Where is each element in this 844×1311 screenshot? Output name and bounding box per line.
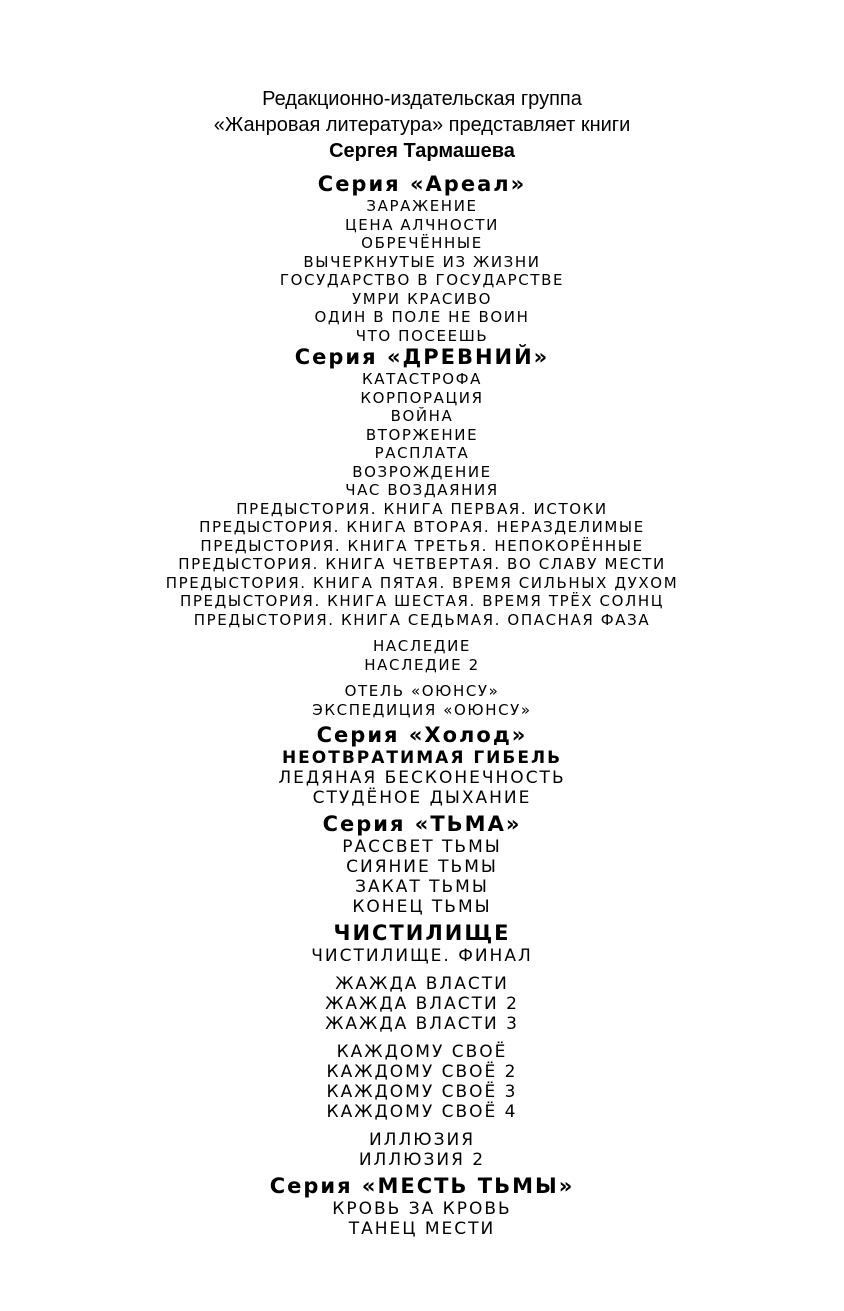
book-title: ЖАЖДА ВЛАСТИ 3 bbox=[325, 1014, 519, 1034]
book-title: КАЖДОМУ СВОЁ 3 bbox=[326, 1082, 518, 1102]
book-title: ЖАЖДА ВЛАСТИ bbox=[335, 974, 509, 994]
presents-line: «Жанровая литература» представляет книги bbox=[213, 114, 631, 136]
book-title: ЦЕНА АЛЧНОСТИ bbox=[345, 215, 499, 234]
book-title: ПРЕДЫСТОРИЯ. КНИГА ПЯТАЯ. ВРЕМЯ СИЛЬНЫХ ДУХОМ bbox=[165, 573, 679, 592]
book-title: ВТОРЖЕНИЕ bbox=[365, 425, 479, 444]
book-title: НЕОТВРАТИМАЯ ГИБЕЛЬ bbox=[281, 748, 563, 768]
book-title: КАТАСТРОФА bbox=[362, 370, 482, 388]
book-title: НАСЛЕДИЕ bbox=[373, 637, 471, 655]
book-title: УМРИ КРАСИВО bbox=[351, 289, 493, 308]
book-title: ГОСУДАРСТВО В ГОСУДАРСТВЕ bbox=[279, 271, 565, 289]
book-title: ЗАКАТ ТЬМЫ bbox=[355, 877, 489, 897]
book-title: ЧИСТИЛИЩЕ. ФИНАЛ bbox=[311, 946, 533, 966]
series-title-tma: Серия «ТЬМА» bbox=[322, 812, 522, 836]
book-title: КАЖДОМУ СВОЁ bbox=[336, 1042, 508, 1062]
book-title: ВЫЧЕРКНУТЫЕ ИЗ ЖИЗНИ bbox=[303, 252, 541, 271]
book-title: ПРЕДЫСТОРИЯ. КНИГА ШЕСТАЯ. ВРЕМЯ ТРЁХ СОЛНЦ bbox=[179, 592, 665, 610]
series-title-chistilische: ЧИСТИЛИЩЕ bbox=[333, 921, 511, 945]
book-title: ВОЙНА bbox=[390, 407, 454, 425]
series-title-holod: Серия «Холод» bbox=[316, 723, 528, 747]
book-title: ИЛЛЮЗИЯ bbox=[368, 1130, 476, 1150]
book-title: ПРЕДЫСТОРИЯ. КНИГА ПЕРВАЯ. ИСТОКИ bbox=[236, 499, 608, 518]
book-title: СТУДЁНОЕ ДЫХАНИЕ bbox=[312, 788, 532, 808]
book-title: ПРЕДЫСТОРИЯ. КНИГА ВТОРАЯ. НЕРАЗДЕЛИМЫЕ bbox=[199, 518, 645, 536]
book-title: ЛЕДЯНАЯ БЕСКОНЕЧНОСТЬ bbox=[278, 768, 566, 788]
book-title: ОБРЕЧЁННЫЕ bbox=[361, 234, 483, 252]
book-title: ОДИН В ПОЛЕ НЕ ВОИН bbox=[314, 308, 530, 326]
book-title: ЗАРАЖЕНИЕ bbox=[366, 197, 478, 215]
book-title: ЧАС ВОЗДАЯНИЯ bbox=[345, 481, 499, 499]
book-title: ПРЕДЫСТОРИЯ. КНИГА ЧЕТВЕРТАЯ. ВО СЛАВУ МЕСТИ bbox=[178, 555, 666, 573]
book-title: КРОВЬ ЗА КРОВЬ bbox=[332, 1199, 512, 1219]
book-title: ПРЕДЫСТОРИЯ. КНИГА СЕДЬМАЯ. ОПАСНАЯ ФАЗА bbox=[193, 610, 651, 629]
book-title: ТАНЕЦ МЕСТИ bbox=[348, 1219, 496, 1239]
book-title: КОНЕЦ ТЬМЫ bbox=[352, 897, 492, 917]
book-title: ИЛЛЮЗИЯ 2 bbox=[358, 1150, 486, 1170]
book-title: ЧТО ПОСЕЕШЬ bbox=[355, 326, 489, 345]
publisher-line: Редакционно-издательская группа bbox=[262, 88, 582, 110]
book-title: ВОЗРОЖДЕНИЕ bbox=[352, 462, 492, 481]
book-title: ЖАЖДА ВЛАСТИ 2 bbox=[325, 994, 519, 1014]
book-title: ОТЕЛЬ «ОЮНСУ» bbox=[344, 682, 500, 700]
series-title-mest: Серия «МЕСТЬ ТЬМЫ» bbox=[269, 1174, 575, 1198]
book-title: КАЖДОМУ СВОЁ 2 bbox=[326, 1062, 518, 1082]
book-title: РАСПЛАТА bbox=[374, 444, 470, 462]
book-title: СИЯНИЕ ТЬМЫ bbox=[346, 857, 498, 877]
series-title-drevniy: Серия «ДРЕВНИЙ» bbox=[294, 345, 550, 369]
book-title: КОРПОРАЦИЯ bbox=[360, 388, 484, 407]
book-title: ЭКСПЕДИЦИЯ «ОЮНСУ» bbox=[312, 700, 532, 719]
book-title: КАЖДОМУ СВОЁ 4 bbox=[326, 1102, 518, 1122]
series-title-areal: Серия «Ареал» bbox=[317, 172, 527, 196]
book-title: РАССВЕТ ТЬМЫ bbox=[342, 837, 502, 857]
book-title: ПРЕДЫСТОРИЯ. КНИГА ТРЕТЬЯ. НЕПОКОРЁННЫЕ bbox=[200, 536, 644, 555]
author-name: Сергея Тармашева bbox=[329, 140, 515, 162]
book-title: НАСЛЕДИЕ 2 bbox=[364, 655, 480, 674]
